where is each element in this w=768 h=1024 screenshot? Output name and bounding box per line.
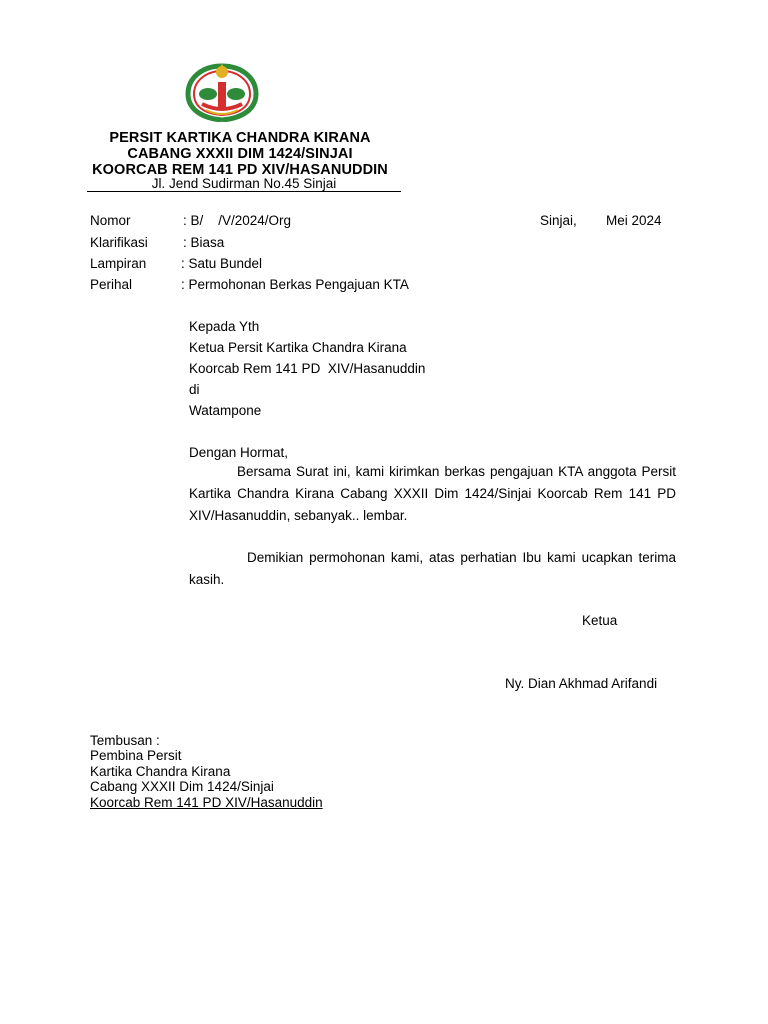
letter-date: Mei 2024 bbox=[606, 213, 662, 228]
meta-label-lampiran: Lampiran bbox=[90, 256, 147, 271]
meta-label-nomor: Nomor bbox=[90, 213, 131, 228]
meta-value-lampiran: : Satu Bundel bbox=[181, 256, 263, 271]
body-paragraph-2: Demikian permohonan kami, atas perhatian Ibu kami ucapkan terima kasih. bbox=[189, 550, 676, 587]
org-name-line2: CABANG XXXII DIM 1424/SINJAI bbox=[127, 146, 353, 162]
tembusan-heading: Tembusan : bbox=[90, 733, 160, 748]
letterhead-divider bbox=[87, 191, 401, 192]
meta-value-nomor: : B/ /V/2024/Org bbox=[183, 213, 292, 228]
org-address: Jl. Jend Sudirman No.45 Sinjai bbox=[151, 176, 337, 191]
recipient-line: Kepada Yth bbox=[189, 319, 260, 334]
org-name-line1: PERSIT KARTIKA CHANDRA KIRANA bbox=[109, 130, 371, 146]
signatory-name: Ny. Dian Akhmad Arifandi bbox=[505, 676, 658, 691]
tembusan-line: Kartika Chandra Kirana bbox=[90, 764, 231, 779]
recipient-line: di bbox=[189, 382, 200, 397]
letter-place: Sinjai, bbox=[540, 213, 577, 228]
meta-value-perihal: : Permohonan Berkas Pengajuan KTA bbox=[181, 277, 409, 292]
tembusan-line: Cabang XXXII Dim 1424/Sinjai bbox=[90, 779, 274, 794]
org-name-line3: KOORCAB REM 141 PD XIV/HASANUDDIN bbox=[92, 162, 388, 178]
organization-logo bbox=[182, 60, 262, 122]
meta-label-perihal: Perihal bbox=[90, 277, 133, 292]
signature-title: Ketua bbox=[582, 613, 618, 628]
tembusan-line-last: Koorcab Rem 141 PD XIV/Hasanuddin bbox=[90, 795, 323, 810]
meta-label-klarifikasi: Klarifikasi bbox=[90, 235, 148, 250]
meta-value-klarifikasi: : Biasa bbox=[183, 235, 225, 250]
body-paragraph-1: Bersama Surat ini, kami kirimkan berkas pengajuan KTA anggota Persit Kartika Chandra Kirana Cabang XXXII Dim 1424/Sinjai Koorcab Rem 141 PD XIV/Hasanuddin, sebanyak.. lembar. bbox=[189, 464, 676, 523]
recipient-line: Watampone bbox=[189, 403, 262, 418]
recipient-line: Ketua Persit Kartika Chandra Kirana bbox=[189, 340, 407, 355]
emblem-icon bbox=[182, 60, 262, 122]
recipient-line: Koorcab Rem 141 PD XIV/Hasanuddin bbox=[189, 361, 426, 376]
greeting: Dengan Hormat, bbox=[189, 445, 289, 460]
tembusan-line: Pembina Persit bbox=[90, 748, 182, 763]
